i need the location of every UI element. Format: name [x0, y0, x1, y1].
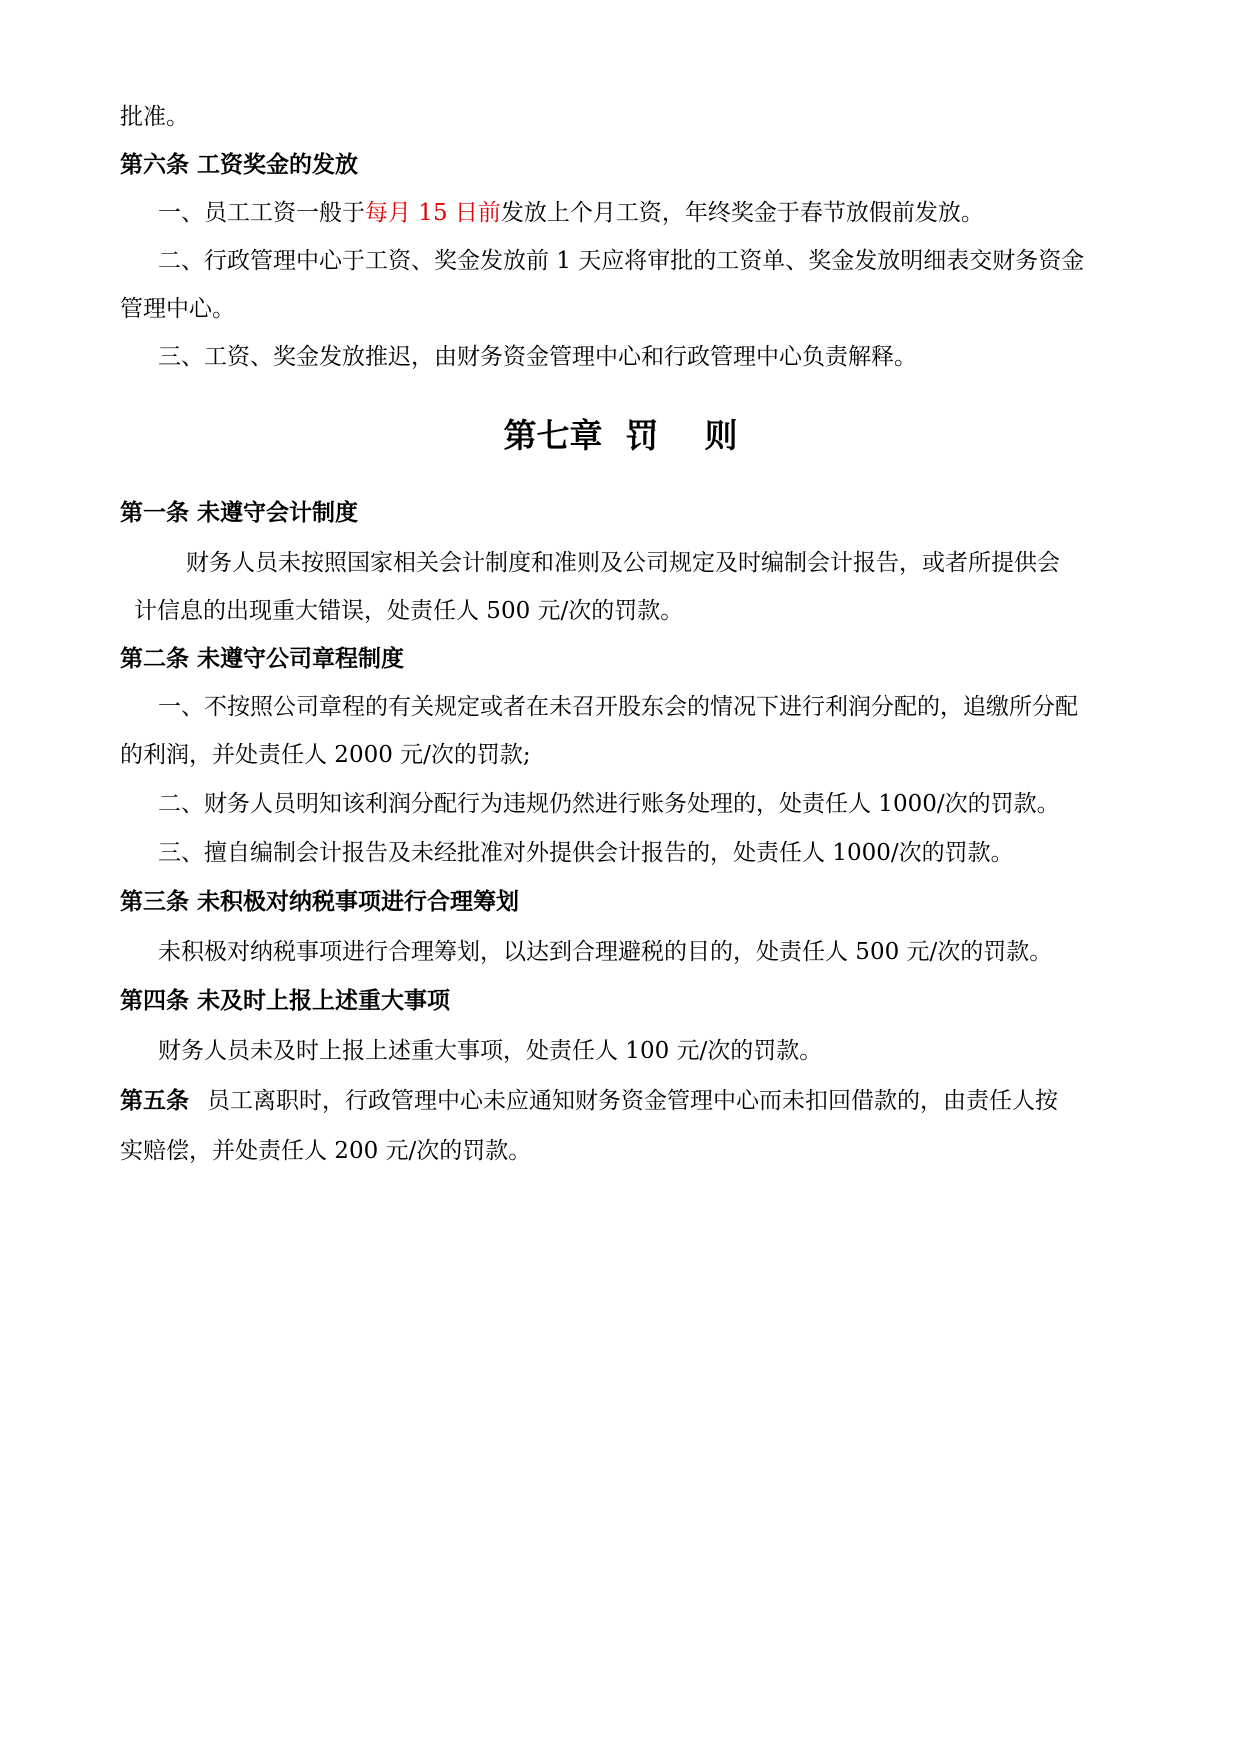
- penalty-4-body: 财务人员未及时上报上述重大事项，处责任人 100 元/次的罚款。: [158, 1038, 823, 1064]
- penalty-2-item-3: 三、擅自编制会计报告及未经批准对外提供会计报告的，处责任人 1000/次的罚款。: [158, 840, 1014, 866]
- article-6-item-1-pre: 一、员工工资一般于: [158, 200, 365, 226]
- article-6-item-2-line-2: 管理中心。: [120, 296, 235, 322]
- penalty-4-heading: 第四条 未及时上报上述重大事项: [120, 988, 451, 1014]
- penalty-3-heading: 第三条 未积极对纳税事项进行合理筹划: [120, 889, 520, 915]
- penalty-1-heading: 第一条 未遵守会计制度: [120, 500, 359, 526]
- penalty-2-item-2: 二、财务人员明知该利润分配行为违规仍然进行账务处理的，处责任人 1000/次的罚款。: [158, 791, 1060, 817]
- continuation-text: 批准。: [120, 104, 189, 130]
- penalty-5-label: 第五条: [120, 1088, 189, 1114]
- penalty-2-item-1-line-1: 一、不按照公司章程的有关规定或者在未召开股东会的情况下进行利润分配的，追缴所分配: [158, 694, 1078, 720]
- penalty-2-item-1-line-2: 的利润，并处责任人 2000 元/次的罚款;: [120, 742, 531, 768]
- penalty-3-body: 未积极对纳税事项进行合理筹划，以达到合理避税的目的，处责任人 500 元/次的罚款。: [158, 939, 1053, 965]
- penalty-1-line-2: 计信息的出现重大错误，处责任人 500 元/次的罚款。: [134, 598, 684, 624]
- article-6-item-1: [158, 198, 984, 228]
- article-6-heading: 第六条 工资奖金的发放: [120, 152, 359, 178]
- penalty-5-line-1-text: 员工离职时，行政管理中心未应通知财务资金管理中心而未扣回借款的，由责任人按: [207, 1088, 1058, 1114]
- payday-highlight: 每月 15 日前: [365, 200, 501, 226]
- penalty-5-line-2: 实赔偿，并处责任人 200 元/次的罚款。: [120, 1138, 532, 1164]
- article-6-item-3: 三、工资、奖金发放推迟，由财务资金管理中心和行政管理中心负责解释。: [158, 344, 917, 370]
- chapter-7-title: 第七章 罚 则: [503, 416, 738, 455]
- article-6-item-2-line-1: 二、行政管理中心于工资、奖金发放前 1 天应将审批的工资单、奖金发放明细表交财务资金: [158, 248, 1085, 274]
- penalty-1-line-1: 财务人员未按照国家相关会计制度和准则及公司规定及时编制会计报告，或者所提供会: [186, 550, 1060, 576]
- penalty-5-line-1: [120, 1086, 1058, 1116]
- penalty-2-heading: 第二条 未遵守公司章程制度: [120, 646, 405, 672]
- article-6-item-1-post: 发放上个月工资，年终奖金于春节放假前发放。: [500, 200, 984, 226]
